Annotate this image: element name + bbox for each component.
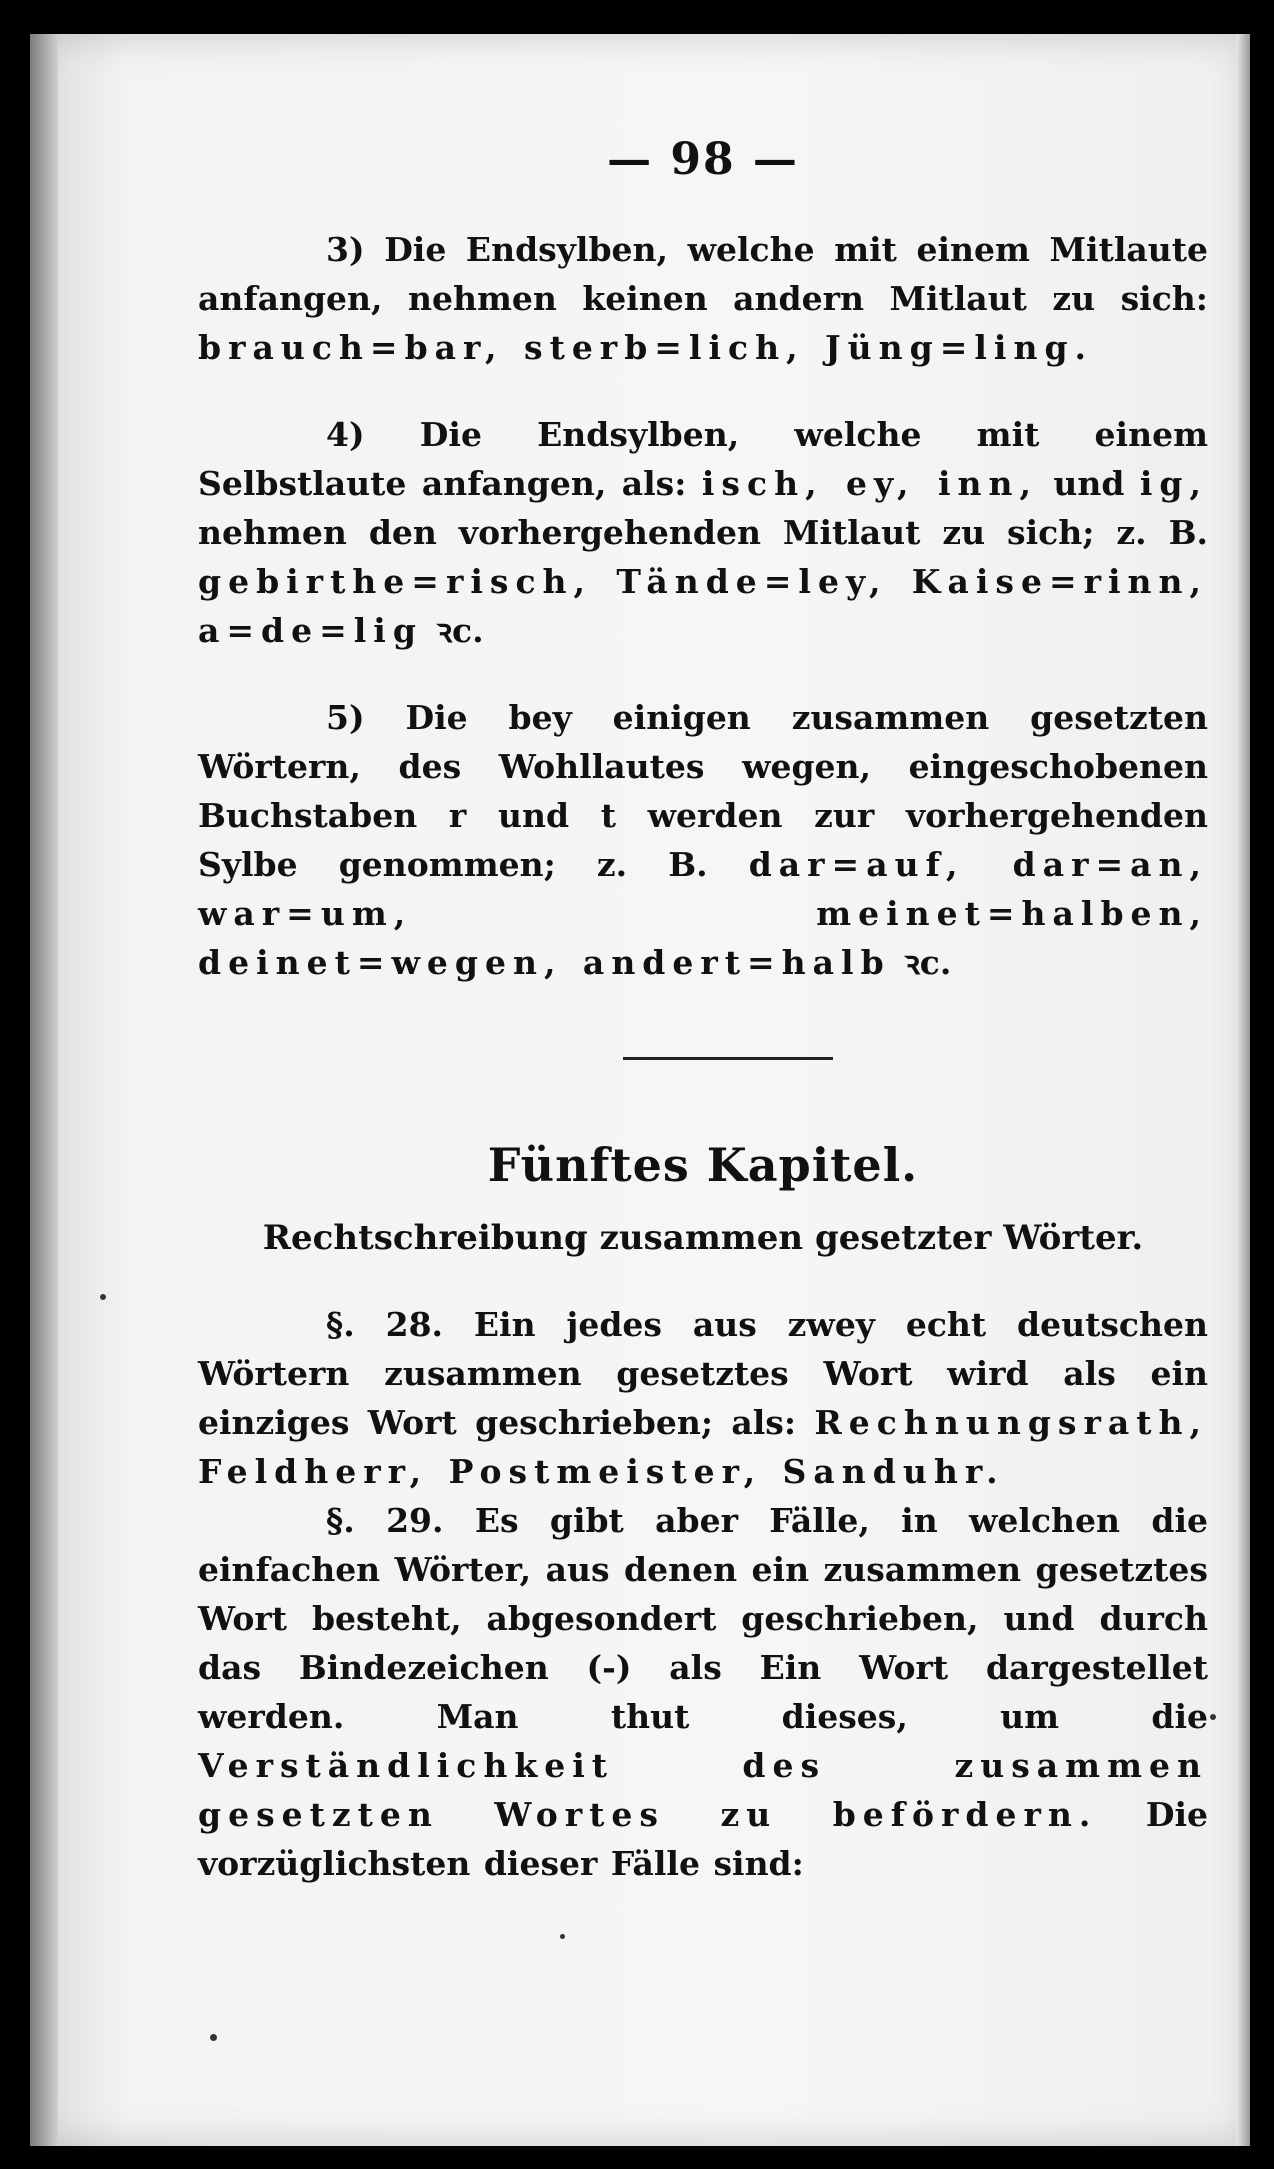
section-28-mark: §. 28.: [326, 1305, 444, 1344]
rule-5-examples: dar=auf, dar=an, war=um, meinet=halben, deinet=wegen, andert=halb: [198, 845, 1208, 982]
section-29-mark: §. 29.: [326, 1501, 444, 1540]
section-28-paragraph: [198, 1300, 1208, 1496]
page-text: [198, 134, 1208, 1888]
book-page: [30, 34, 1250, 2146]
rule-3-text: Die Endsylben, welche mit einem Mitlaute anfangen, nehmen keinen andern Mitlaut zu sich:: [198, 230, 1208, 318]
ink-speck: [100, 1294, 106, 1300]
rule-4-text: Die Endsylben, welche mit einem Selbstlaute anfangen, als:: [198, 415, 1208, 503]
page-edge-shadow: [1236, 34, 1250, 2146]
section-28-text: Ein jedes aus zwey echt deutschen Wörtern zusammen gesetztes Wort wird als ein einziges Wort geschrieben; als:: [198, 1305, 1208, 1442]
rule-4-inline-examples: isch, ey, inn,: [701, 464, 1038, 503]
rule-4-inline-example-ig: ig,: [1139, 464, 1208, 503]
rule-5-number: 5): [326, 698, 365, 737]
rule-4-text-continued: nehmen den vorhergehenden Mitlaut zu sich; z. B.: [198, 513, 1208, 552]
rule-4-number: 4): [326, 415, 365, 454]
page-number: — 98 —: [607, 134, 799, 185]
ink-speck: [1210, 1714, 1216, 1720]
page-spine-shadow: [30, 34, 58, 2146]
rule-5-etc: ꝛc.: [904, 943, 952, 982]
section-29-spaced-text: Verständlichkeit des zusammen gesetzten Wortes zu befördern.: [198, 1746, 1208, 1834]
rule-4-conjunction: und: [1053, 464, 1125, 503]
rule-3-examples: brauch=bar, sterb=lich, Jüng=ling.: [198, 328, 1094, 367]
rule-4-paragraph: [198, 410, 1208, 655]
section-29-closing: Die vorzüglichsten dieser Fälle sind:: [198, 1795, 1208, 1883]
rule-4-etc: ꝛc.: [436, 611, 484, 650]
rule-5-text: Die bey einigen zusammen gesetzten Wörtern, des Wohllautes wegen, eingeschobenen Buchstaben r und t werden zur vorhergehenden Sylbe genommen; z. B.: [198, 698, 1208, 884]
rule-3-number: 3): [326, 230, 365, 269]
ink-speck: [210, 2034, 217, 2041]
section-divider: [623, 1057, 833, 1060]
rule-4-examples: gebirthe=risch, Tände=ley, Kaise=rinn, a=de=lig: [198, 562, 1208, 650]
section-29-paragraph: [198, 1496, 1208, 1888]
section-29-text: Es gibt aber Fälle, in welchen die einfachen Wörter, aus denen ein zusammen gesetztes Wort besteht, abgesondert geschrieben, und durch das Bindezeichen (-) als Ein Wort dargestellet werden. Man thut dieses, um die: [198, 1501, 1208, 1736]
rule-3-paragraph: [198, 225, 1208, 372]
chapter-subtitle: Rechtschreibung zusammen gesetzter Wörter.: [262, 1218, 1144, 1258]
rule-5-paragraph: [198, 693, 1208, 987]
chapter-title: Fünftes Kapitel.: [487, 1138, 919, 1192]
ink-speck: [560, 1934, 565, 1939]
section-28-examples: Rechnungsrath, Feldherr, Postmeister, Sanduhr.: [198, 1403, 1209, 1491]
